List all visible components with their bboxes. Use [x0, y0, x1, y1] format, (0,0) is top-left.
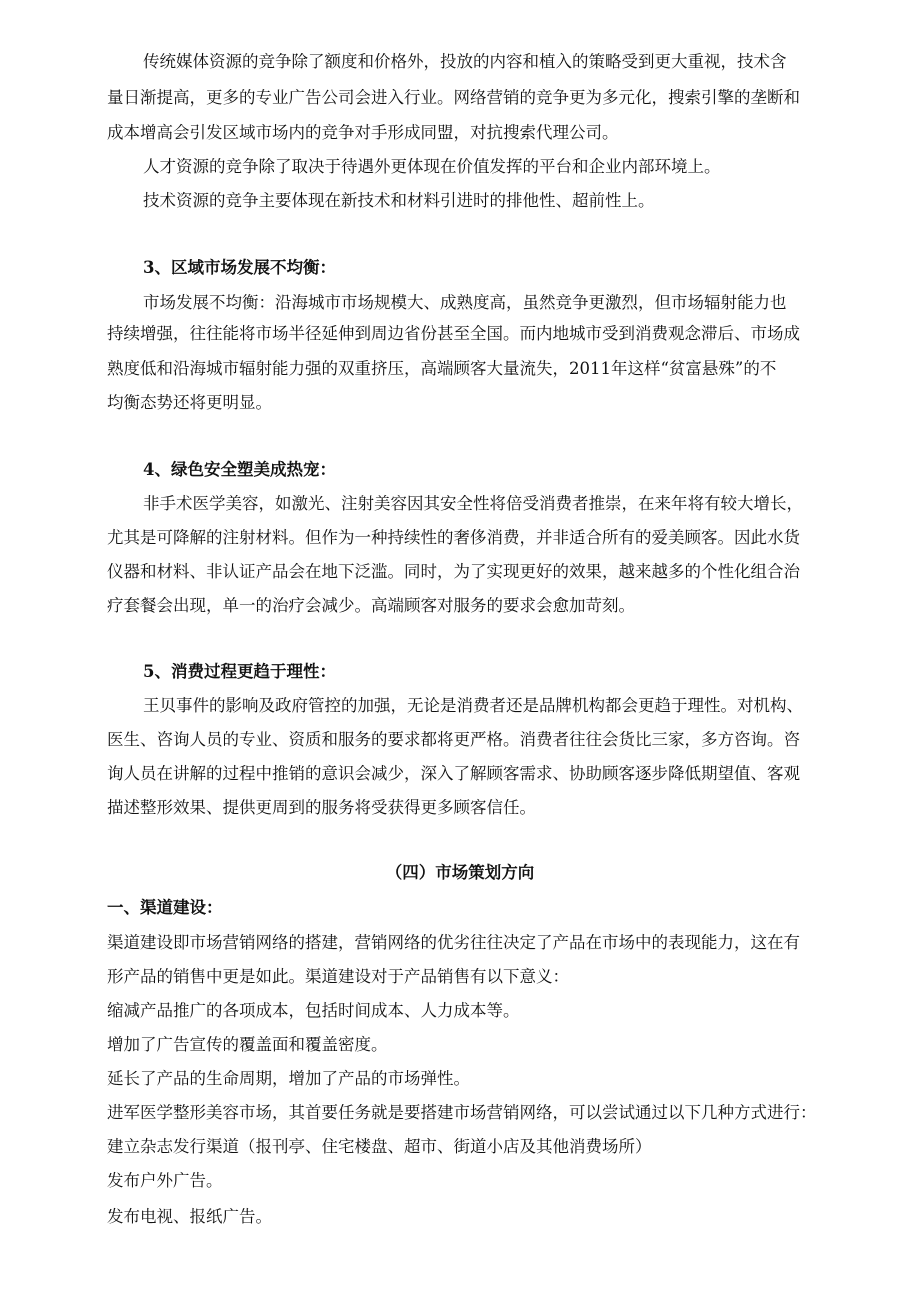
- paragraph-line: 量日渐提高，更多的专业广告公司会进入行业。网络营销的竞争更为多元化，搜索引擎的垄断和: [107, 88, 800, 107]
- paragraph-line: 增加了广告宣传的覆盖面和覆盖密度。: [107, 1035, 388, 1054]
- paragraph-line: 均衡态势还将更明显。: [107, 393, 272, 412]
- paragraph-line: 形产品的销售中更是如此。渠道建设对于产品销售有以下意义：: [107, 967, 569, 986]
- section-heading: 一、渠道建设：: [107, 898, 223, 917]
- paragraph-line: 医生、咨询人员的专业、资质和服务的要求都将更严格。消费者往往会货比三家，多方咨询。咨: [107, 730, 800, 749]
- paragraph-line: 成本增高会引发区域市场内的竞争对手形成同盟，对抗搜索代理公司。: [107, 123, 619, 142]
- paragraph-line: 非手术医学美容，如激光、注射美容因其安全性将倍受消费者推崇，在来年将有较大增长，: [143, 494, 803, 513]
- section-heading: 5、消费过程更趋于理性：: [143, 662, 336, 681]
- paragraph-line: 人才资源的竞争除了取决于待遇外更体现在价值发挥的平台和企业内部环境上。: [143, 157, 721, 176]
- paragraph-line: 发布电视、报纸广告。: [107, 1207, 272, 1226]
- part-title: （四）市场策划方向: [385, 863, 535, 882]
- paragraph-line: 王贝事件的影响及政府管控的加强，无论是消费者还是品牌机构都会更趋于理性。对机构、: [143, 696, 803, 715]
- paragraph-line: 传统媒体资源的竞争除了额度和价格外，投放的内容和植入的策略受到更大重视，技术含: [143, 52, 787, 71]
- paragraph-line: 发布户外广告。: [107, 1171, 223, 1190]
- paragraph-line: 仪器和材料、非认证产品会在地下泛滥。同时，为了实现更好的效果，越来越多的个性化组合治: [107, 562, 800, 581]
- paragraph-line: 技术资源的竞争主要体现在新技术和材料引进时的排他性、超前性上。: [143, 191, 655, 210]
- paragraph-line: 渠道建设即市场营销网络的搭建，营销网络的优劣往往决定了产品在市场中的表现能力，这在有: [107, 933, 800, 952]
- paragraph-line: 延长了产品的生命周期，增加了产品的市场弹性。: [107, 1069, 470, 1088]
- paragraph-line: 询人员在讲解的过程中推销的意识会减少，深入了解顾客需求、协助顾客逐步降低期望值、客观: [107, 764, 800, 783]
- paragraph-line: 建立杂志发行渠道（报刊亭、住宅楼盘、超市、街道小店及其他消费场所）: [107, 1137, 652, 1156]
- paragraph-line: 持续增强，往往能将市场半径延伸到周边省份甚至全国。而内地城市受到消费观念滞后、市场成: [107, 324, 800, 343]
- paragraph-line: 尤其是可降解的注射材料。但作为一种持续性的奢侈消费，并非适合所有的爱美顾客。因此水货: [107, 528, 800, 547]
- paragraph-line: 进军医学整形美容市场，其首要任务就是要搭建市场营销网络，可以尝试通过以下几种方式进行：: [107, 1103, 817, 1122]
- paragraph-line: 市场发展不均衡：沿海城市市场规模大、成熟度高，虽然竞争更激烈，但市场辐射能力也: [143, 293, 787, 312]
- paragraph-line: 疗套餐会出现，单一的治疗会减少。高端顾客对服务的要求会愈加苛刻。: [107, 596, 635, 615]
- section-heading: 3、区域市场发展不均衡：: [143, 258, 336, 277]
- paragraph-line: 缩减产品推广的各项成本，包括时间成本、人力成本等。: [107, 1001, 520, 1020]
- paragraph-line: 熟度低和沿海城市辐射能力强的双重挤压，高端顾客大量流失，2011年这样“贫富悬殊”的不: [107, 359, 777, 378]
- section-heading: 4、绿色安全塑美成热宠：: [143, 460, 336, 479]
- paragraph-line: 描述整形效果、提供更周到的服务将受获得更多顾客信任。: [107, 798, 536, 817]
